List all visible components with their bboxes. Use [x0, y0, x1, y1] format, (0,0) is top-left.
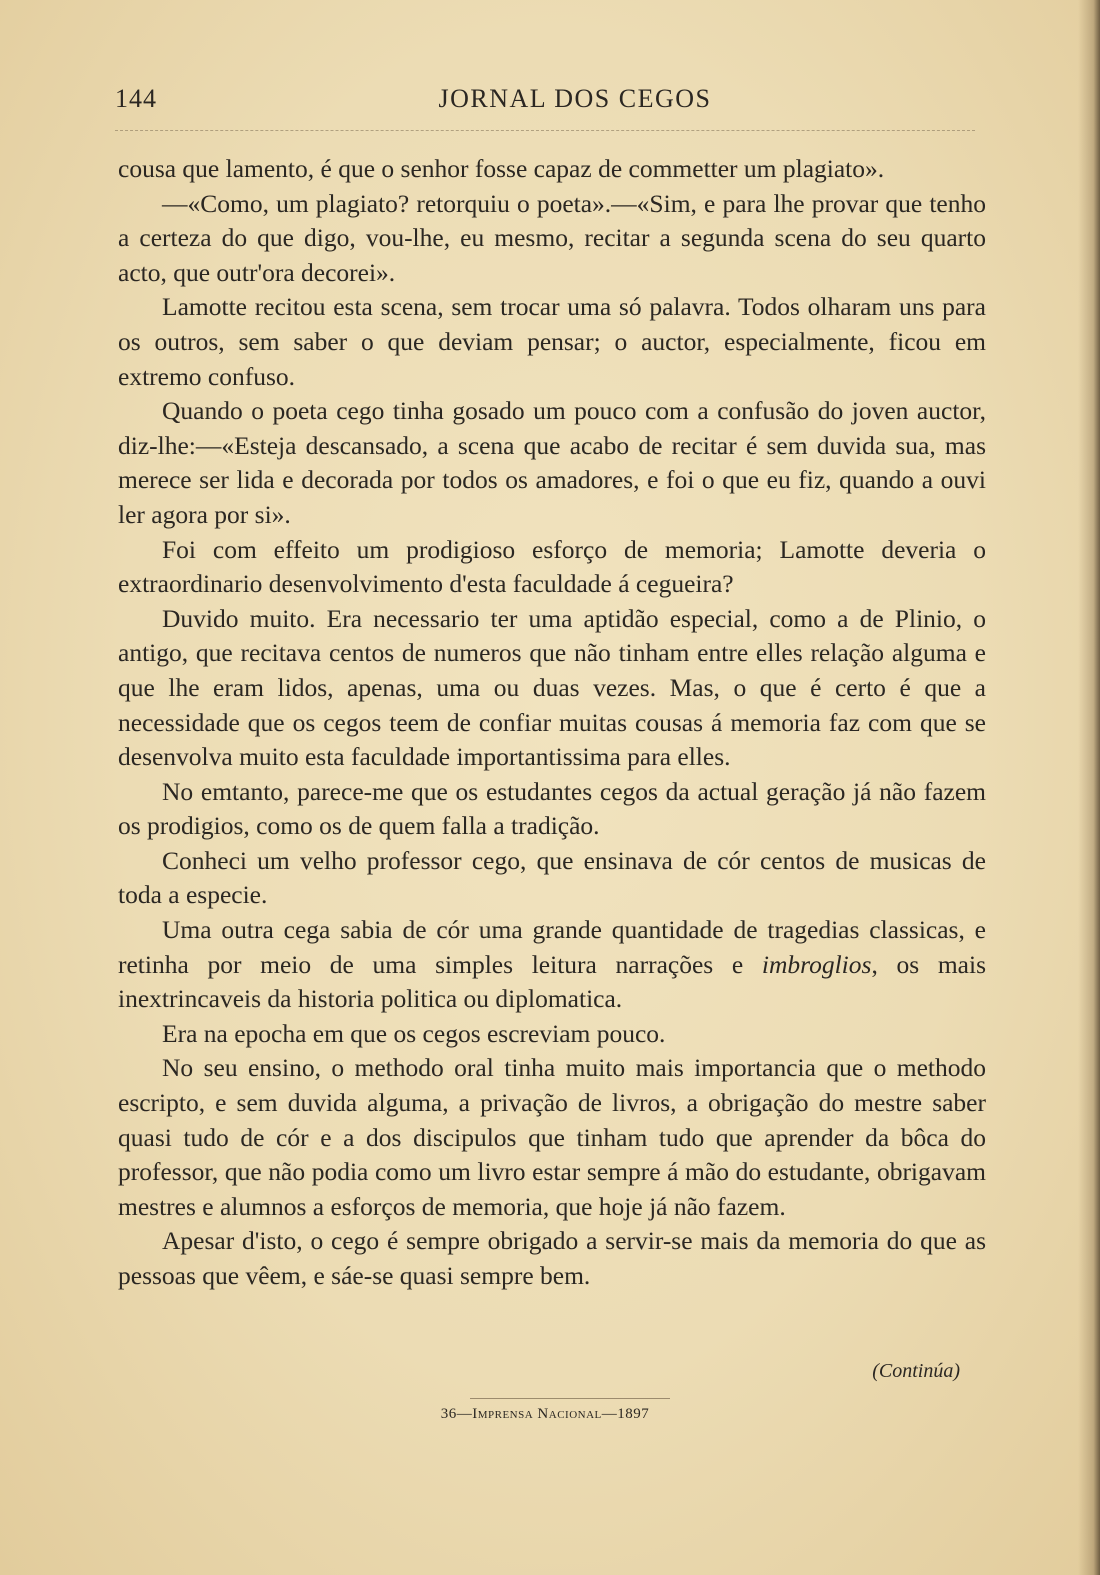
- page-number: 144: [115, 84, 157, 113]
- article-body: [118, 152, 986, 1294]
- header-rule: [115, 130, 975, 131]
- paragraph: Apesar d'isto, o cego é sempre obrigado a servir-se mais da memoria do que as pessoas que vêem, e sáe-se quasi sempre bem.: [118, 1226, 986, 1290]
- page-edge-shadow: [1078, 0, 1100, 1575]
- paragraph: cousa que lamento, é que o senhor fosse capaz de commetter um plagiato».: [118, 154, 885, 183]
- paragraph: Foi com effeito um prodigioso esforço de memoria; Lamotte deveria o extraordinario desenvolvimento d'esta faculdade á cegueira?: [118, 534, 986, 599]
- paragraph: Quando o poeta cego tinha gosado um pouco com a confusão do joven auctor, diz-lhe:—«Esteja descansado, a scena que acabo de recitar é sem duvida sua, mas merece ser lida e decorada por todos os amadores, e foi o que eu fiz, quando a ouvi ler agora por si».: [118, 396, 986, 529]
- paragraph: Duvido muito. Era necessario ter uma aptidão especial, como a de Plinio, o antigo, que recitava centos de numeros que não tinham entre elles relação alguma e que lhe eram lidos, apenas, uma ou duas vezes. Mas, o que é certo é que a necessidade que os cegos teem de confiar muitas cousas á memoria faz com que se desenvolva muito esta faculdade importantissima para elles.: [118, 603, 986, 772]
- page-header: [115, 78, 975, 118]
- italic-term: imbroglios: [761, 949, 872, 979]
- paragraph: Era na epocha em que os cegos escreviam pouco.: [162, 1018, 666, 1048]
- paragraph: No emtanto, parece-me que os estudantes cegos da actual geração já não fazem os prodigios, como os de quem falla a tradição.: [118, 776, 986, 841]
- paragraph: Lamotte recitou esta scena, sem trocar uma só palavra. Todos olharam uns para os outros, sem saber o que deviam pensar; o auctor, especialmente, ficou em extremo confuso.: [118, 292, 986, 391]
- printer-imprint: 36—Imprensa Nacional—1897: [440, 1406, 650, 1422]
- paragraph: Conheci um velho professor cego, que ensinava de cór centos de musicas de toda a especie.: [118, 845, 986, 910]
- continued-note: (Continúa): [872, 1360, 960, 1382]
- paragraph-text: Uma outra cega sabia de cór uma grande quantidade de tragedias classicas, e retinha por meio de uma simples leitura narrações e: [118, 915, 986, 979]
- paragraph: —«Como, um plagiato? retorquiu o poeta».—«Sim, e para lhe provar que tenho a certeza do que digo, vou-lhe, eu mesmo, recitar a segunda scena do seu quarto acto, que outr'ora decorei».: [118, 188, 986, 287]
- paragraph-text: , os mais inextrincaveis da historia politica ou diplomatica.: [118, 949, 986, 1014]
- running-title: JORNAL DOS CEGOS: [438, 84, 712, 113]
- footer-rule: [470, 1398, 670, 1399]
- paragraph: No seu ensino, o methodo oral tinha muito mais importancia que o methodo escripto, e sem duvida alguma, a privação de livros, a obrigação do mestre saber quasi tudo de cór e a dos discipulos que tinham tudo que aprender da bôca do professor, que não podia como um livro estar sempre á mão do estudante, obrigavam mestres e alumnos a esforços de memoria, que hoje já não fazem.: [118, 1053, 986, 1221]
- paragraph: [118, 913, 986, 1017]
